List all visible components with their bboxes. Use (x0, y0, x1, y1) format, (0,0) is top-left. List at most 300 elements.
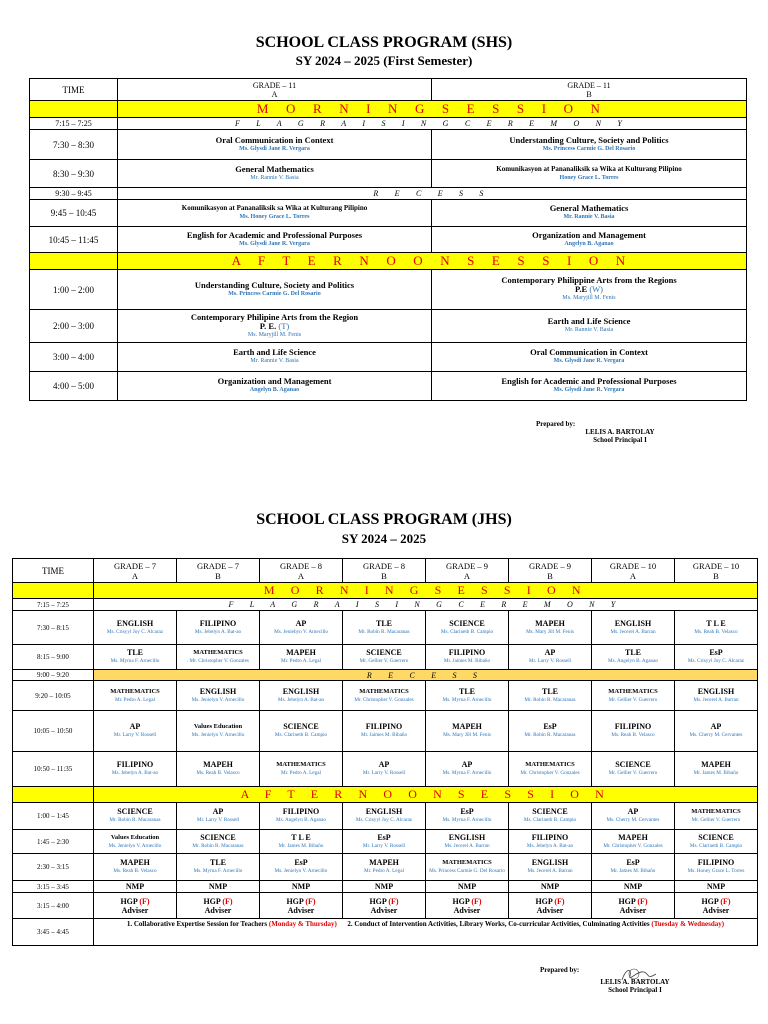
teacher-label: Ms. Glysdi Jane R. Vergara (553, 358, 625, 364)
subject-label: FILIPINO (199, 618, 237, 628)
jhs-flag-ceremony: F L A G R A I S I N G C E R E M O N Y (94, 599, 758, 611)
subject-label: MATHEMATICS (276, 761, 326, 768)
subject-label: T L E (291, 832, 311, 842)
teacher-label: Mr. Christopher V. Gonzales (520, 770, 580, 776)
shs-prepared-by: Prepared by: (536, 420, 576, 428)
teacher-label: Mr. Larry V. Rossell (362, 842, 406, 849)
shs-afternoon-session-banner: A F T E R N O O N S E S S I O N (118, 253, 747, 270)
nmp-cell: NMP (260, 881, 343, 893)
adviser-label: Adviser (702, 905, 730, 915)
subject-label: ENGLISH (116, 618, 154, 628)
grade-column-header (592, 559, 675, 583)
class-cell (426, 645, 509, 670)
grade-column-header (509, 559, 592, 583)
subject-label: ENGLISH (531, 858, 569, 867)
class-cell (94, 854, 177, 881)
grade-label: GRADE – 9 (445, 560, 489, 571)
class-cell (177, 803, 260, 830)
subject-label: EsP (709, 648, 723, 657)
subject-label: MAPEH (203, 760, 233, 769)
section-label: B (215, 570, 221, 581)
class-cell-a (118, 343, 432, 372)
class-cell (177, 681, 260, 711)
jhs-subtitle: SY 2024 – 2025 (341, 531, 427, 546)
subject-label: MATHEMATICS (608, 687, 658, 695)
hgp-day: (F) (388, 896, 399, 906)
class-cell (592, 611, 675, 645)
jhs-schedule-row (13, 611, 758, 645)
teacher-label: Ms. Honey Grace L. Torres (687, 868, 745, 874)
jhs-flag-time: 7:15 – 7:25 (13, 599, 94, 611)
subject-label: Contemporary Philippine Arts from the Regions (501, 275, 677, 285)
teacher-label: Ms. Crisyyl Joy C. Alcaraz (106, 628, 164, 635)
teacher-label: Mr. Robin R. Macaranas (109, 817, 161, 823)
jhs-last-row (13, 919, 758, 946)
hgp-line (677, 897, 755, 906)
teacher-label: Ms. Princess Carmie G. Del Rosario (429, 868, 505, 874)
subject-label: SCIENCE (615, 760, 651, 769)
adviser-label: Adviser (619, 905, 647, 915)
shs-title: SCHOOL CLASS PROGRAM (SHS) (255, 34, 513, 51)
time-cell: 3:00 – 4:00 (30, 343, 118, 372)
class-cell (509, 611, 592, 645)
class-cell (343, 645, 426, 670)
class-cell (592, 681, 675, 711)
pe-day: (W) (589, 284, 604, 294)
grade-label: GRADE – 9 (528, 560, 572, 571)
time-cell: 4:00 – 5:00 (30, 372, 118, 401)
hgp-day: (F) (305, 896, 316, 906)
class-cell-b (432, 270, 747, 310)
class-cell (509, 645, 592, 670)
subject-label: Contemporary Philipine Arts from the Region (190, 311, 359, 322)
adviser-label: Adviser (121, 905, 149, 915)
class-cell-a (118, 130, 432, 160)
class-cell (177, 752, 260, 787)
shs-schedule-table (29, 78, 747, 401)
shs-header-row (30, 79, 747, 101)
hgp-label: HGP (701, 896, 719, 906)
grade-label: GRADE – 8 (279, 560, 323, 571)
class-cell (260, 854, 343, 881)
subject-label: AP (378, 760, 390, 769)
teacher-label: Mr. James M. Bibaño (693, 770, 739, 776)
last-time: 3:45 – 4:45 (13, 919, 94, 946)
hgp-line (345, 897, 423, 906)
subject-label: T L E (706, 618, 726, 628)
subject-label: MAPEH (120, 858, 150, 867)
teacher-label: Ms. Reah B. Velasco (113, 868, 157, 874)
teacher-label: Ms. Clarineth B. Campio (523, 817, 577, 823)
jhs-schedule-table (12, 558, 758, 946)
class-cell (177, 711, 260, 752)
time-cell: 9:45 – 10:45 (30, 200, 118, 227)
section-label: B (713, 570, 719, 581)
class-cell (675, 711, 758, 752)
shs-schedule-row (30, 372, 747, 401)
pe-text: P.E (574, 284, 588, 294)
teacher-label: Mr. Gellier V. Guerrero (359, 658, 409, 664)
class-cell (177, 645, 260, 670)
class-cell (177, 830, 260, 854)
class-cell (94, 803, 177, 830)
subject-label: Understanding Culture, Society and Politics (509, 134, 669, 145)
class-cell-a (118, 270, 432, 310)
shs-morning-blank (30, 101, 118, 118)
section-label: A (629, 570, 637, 581)
subject-label: SCIENCE (117, 807, 153, 816)
teacher-label: Ms. Clarineth B. Campio (274, 732, 328, 738)
time-cell: 1:00 – 2:00 (30, 270, 118, 310)
subject-label: TLE (375, 618, 392, 628)
subject-label: FILIPINO (282, 807, 320, 816)
teacher-label: Ms. Jenielyn V. Arnecillo (274, 868, 328, 874)
nmp-cell: NMP (177, 881, 260, 893)
class-cell (260, 711, 343, 752)
teacher-label: Ms. Maryjill M. Fenis (247, 331, 302, 338)
subject-label: MAPEH (369, 858, 399, 867)
teacher-label: Ms. Myrna F. Arnecillo (193, 868, 243, 874)
hgp-cell (177, 893, 260, 919)
teacher-label: Ms. Reah B. Velasco (196, 770, 240, 776)
jhs-morning-blank (13, 583, 94, 599)
teacher-label: Mr. Robin R. Macaranas (524, 732, 576, 738)
hgp-cell (675, 893, 758, 919)
jhs-afternoon-session-banner: A F T E R N O O N S E S S I O N (94, 787, 758, 803)
class-cell (592, 830, 675, 854)
teacher-label: Ms. Mary Jill M. Fenis (526, 628, 574, 635)
teacher-label: Mr. Larry V. Rossell (196, 817, 240, 823)
subject-label: SCIENCE (283, 722, 319, 731)
jhs-header-row (13, 559, 758, 583)
jhs-schedule-row (13, 752, 758, 787)
section-label: A (271, 89, 278, 99)
section-label: A (131, 570, 139, 581)
teacher-label: Mr. Gellier V. Guerrero (608, 696, 658, 703)
class-cell-a (118, 160, 432, 188)
class-cell-b (432, 200, 747, 227)
subject-label: FILIPINO (116, 760, 154, 769)
class-cell (94, 681, 177, 711)
teacher-label: Ms. Princess Carmie G. Del Rosario (228, 290, 321, 297)
section-label: B (586, 89, 592, 99)
subject-label: SCIENCE (532, 807, 568, 816)
teacher-label: Ms. Jecerel A. Barran (610, 628, 656, 635)
class-cell-b (432, 130, 747, 160)
time-cell: 2:00 – 3:00 (30, 310, 118, 343)
hgp-line (179, 897, 257, 906)
subject-label: TLE (126, 648, 143, 657)
hgp-label: HGP (203, 896, 221, 906)
nmp-time: 3:15 – 3:45 (13, 881, 94, 893)
teacher-label: Mr. Robin R. Macaranas (358, 628, 410, 635)
subject-label: EsP (543, 722, 557, 731)
subject-label: FILIPINO (614, 722, 652, 731)
class-cell (260, 803, 343, 830)
adviser-label: Adviser (370, 905, 398, 915)
hgp-line (511, 897, 589, 906)
teacher-label: Ms. Crisyyl Joy C. Alcaraz (687, 658, 745, 664)
teacher-label: Ms. Princess Carmie G. Del Rosario (542, 145, 636, 152)
teacher-label: Mr. Larry V. Rossell (113, 732, 157, 738)
teacher-label: Ms. Myrna F. Arnecillo (442, 817, 492, 823)
class-cell-a (118, 310, 432, 343)
teacher-label: Ms. Jebelyn A. Bat-ao (194, 628, 242, 635)
shs-schedule-row (30, 343, 747, 372)
shs-schedule-row (30, 160, 747, 188)
jhs-afternoon-blank (13, 787, 94, 803)
subject-label: Komunikasyon at Pananaliksik sa Wika at Kulturang Pilipino (181, 204, 368, 212)
subject-label: ENGLISH (282, 686, 320, 696)
teacher-label: Ms. Jenielyn V. Arnecillo (108, 842, 162, 849)
class-cell-b (432, 227, 747, 253)
class-cell (509, 711, 592, 752)
class-cell (426, 681, 509, 711)
subject-label: EsP (460, 807, 474, 816)
teacher-label: Ms. Cherry M. Cervantes (606, 817, 660, 823)
time-cell: 8:15 – 9:00 (13, 645, 94, 670)
subject-label: Organization and Management (532, 229, 646, 240)
teacher-label: Mr. James M. Bibaño (278, 842, 324, 849)
grade-column-header (177, 559, 260, 583)
subject-label: EsP (626, 858, 640, 867)
hgp-label: HGP (369, 896, 387, 906)
principal-title: School Principal I (608, 986, 662, 994)
grade-label: GRADE – 7 (113, 560, 157, 571)
teacher-label: Ms. Jebelyn A. Bat-ao (111, 770, 159, 776)
subject-label: TLE (209, 858, 226, 867)
teacher-label: Mr. Rannie V. Basia (250, 174, 299, 181)
teacher-label: Angelyn B. Aganao (249, 387, 300, 393)
subject-label: General Mathematics (549, 203, 629, 213)
subject-label: FILIPINO (531, 832, 569, 842)
class-cell (343, 681, 426, 711)
class-cell-b (432, 160, 747, 188)
subject-label: ENGLISH (199, 686, 237, 696)
hgp-cell (94, 893, 177, 919)
shs-signatory (560, 428, 680, 444)
pe-label (120, 322, 429, 331)
class-cell (675, 752, 758, 787)
jhs-morning-session-banner: M O R N I N G S E S S I O N (94, 583, 758, 599)
nmp-cell: NMP (343, 881, 426, 893)
subject-label: EsP (377, 832, 391, 842)
nmp-cell: NMP (592, 881, 675, 893)
subject-label: Values Education (193, 723, 243, 730)
hgp-day: (F) (554, 896, 565, 906)
hgp-cell (343, 893, 426, 919)
grade-column-header (426, 559, 509, 583)
shs-subtitle: SY 2024 – 2025 (First Semester) (295, 53, 473, 68)
shs-schedule-row (30, 130, 747, 160)
class-cell (260, 752, 343, 787)
hgp-cell (509, 893, 592, 919)
hgp-line (96, 897, 174, 906)
class-cell (509, 854, 592, 881)
teacher-label: Mr. Rannie V. Basia (564, 327, 614, 333)
subject-label: Oral Communication in Context (215, 134, 334, 145)
teacher-label: Mr. Robin R. Macaranas (192, 842, 244, 849)
class-cell (94, 645, 177, 670)
shs-flag-ceremony: F L A G R A I S I N G C E R E M O N Y (118, 118, 747, 130)
teacher-label: . Mr. Christopher V. Gonzales (187, 658, 249, 664)
subject-label: AP (627, 807, 639, 816)
subject-label: FILIPINO (448, 648, 486, 657)
shs-schedule-row (30, 270, 747, 310)
class-cell (592, 803, 675, 830)
class-cell (509, 752, 592, 787)
jhs-recess-label: R E C E S S (94, 670, 758, 681)
class-cell (509, 830, 592, 854)
hgp-line (428, 897, 506, 906)
shs-recess-label: R E C E S S (118, 188, 747, 200)
hgp-day: (F) (720, 896, 731, 906)
class-cell (675, 854, 758, 881)
subject-label: English for Academic and Professional Purposes (501, 376, 677, 386)
teacher-label: Ms. Jebelyn A. Bat-ao (526, 842, 574, 849)
subject-label: MATHEMATICS (110, 687, 160, 695)
subject-label: SCIENCE (200, 832, 236, 842)
hgp-cell (592, 893, 675, 919)
hgp-day: (F) (471, 896, 482, 906)
shs-schedule-row (30, 200, 747, 227)
shs-col-a-header (118, 79, 432, 101)
class-cell (675, 803, 758, 830)
hgp-cell (260, 893, 343, 919)
class-cell (509, 681, 592, 711)
jhs-nmp-row (13, 881, 758, 893)
class-cell (343, 711, 426, 752)
class-cell (343, 752, 426, 787)
grade-label: GRADE – 7 (196, 560, 240, 571)
time-cell: 10:50 – 11:35 (13, 752, 94, 787)
class-cell-b (432, 310, 747, 343)
hgp-label: HGP (120, 896, 138, 906)
class-cell (343, 854, 426, 881)
class-cell (675, 681, 758, 711)
time-cell: 7:30 – 8:15 (13, 611, 94, 645)
class-cell (177, 854, 260, 881)
shs-col-b-header (432, 79, 747, 101)
pe-day: (T) (278, 320, 290, 331)
class-cell (592, 752, 675, 787)
adviser-label: Adviser (453, 905, 481, 915)
subject-label: MAPEH (286, 648, 316, 657)
class-cell (426, 611, 509, 645)
subject-label: Komunikasyon at Pananaliksik sa Wika at Kulturang Pilipino (496, 164, 682, 173)
subject-label: MATHEMATICS (691, 808, 741, 815)
teacher-label: Ms. Jeniebyn V. Arnecillo (274, 628, 328, 635)
note-collaborative (127, 920, 337, 928)
class-cell (426, 803, 509, 830)
subject-label: ENGLISH (448, 832, 486, 842)
teacher-label: Ms. Jebelyn A. Bat-ao (277, 696, 325, 703)
jhs-schedule-row (13, 803, 758, 830)
grade-column-header (675, 559, 758, 583)
subject-label: Organization and Management (217, 376, 332, 386)
hgp-label: HGP (452, 896, 470, 906)
time-cell: 9:20 – 10:05 (13, 681, 94, 711)
subject-label: TLE (624, 648, 641, 657)
teacher-label: Ms. Maryjill M. Fenis (562, 295, 616, 301)
class-cell (426, 711, 509, 752)
class-cell (260, 681, 343, 711)
section-label: A (463, 570, 471, 581)
note-days: (Monday & Thursday) (268, 920, 337, 928)
jhs-hgp-row (13, 893, 758, 919)
subject-label: FILIPINO (365, 722, 403, 731)
teacher-label: Ms. Myrna F. Arnecillo (110, 658, 160, 664)
grade-label: GRADE – 10 (692, 560, 740, 571)
subject-label: EsP (294, 858, 308, 867)
teacher-label: Mr. Pedro A. Legal (115, 696, 155, 703)
teacher-label: Ms. Jenielyn V. Arnecillo (191, 732, 245, 738)
section-label: B (547, 570, 553, 581)
class-cell-a (118, 200, 432, 227)
subject-label: SCIENCE (366, 648, 402, 657)
class-cell (426, 752, 509, 787)
time-cell: 7:30 – 8:30 (30, 130, 118, 160)
teacher-label: Mr. Gellier V. Guerrero (608, 770, 658, 776)
teacher-label: Mr. Pedro A. Legal (364, 868, 404, 874)
teacher-label: Mr. Jaimes M. Bibaño (443, 658, 491, 664)
grade-column-header (260, 559, 343, 583)
section-label: B (381, 570, 387, 581)
teacher-label: Mr. James M. Bibaño (610, 868, 656, 874)
class-cell (94, 611, 177, 645)
teacher-label: Ms. Glysdi Jane R. Vergara (239, 240, 310, 247)
subject-label: English for Academic and Professional Purposes (186, 229, 363, 240)
subject-label: AP (710, 722, 722, 731)
adviser-label: Adviser (287, 905, 315, 915)
subject-label: MAPEH (701, 760, 731, 769)
teacher-label: Ms. Reah B. Velasco (694, 628, 738, 635)
nmp-cell: NMP (94, 881, 177, 893)
subject-label: AP (295, 618, 307, 628)
class-cell (343, 830, 426, 854)
jhs-activity-notes (94, 919, 758, 946)
hgp-day: (F) (139, 896, 150, 906)
subject-label: FILIPINO (697, 858, 735, 867)
shs-recess-time: 9:30 – 9:45 (30, 188, 118, 200)
teacher-label: Ms. Jecerel A. Barran (444, 842, 490, 849)
class-cell (675, 611, 758, 645)
subject-label: TLE (458, 686, 475, 696)
subject-label: SCIENCE (449, 618, 485, 628)
teacher-label: Ms. Mary Jill M. Fenis (443, 732, 491, 738)
hgp-label: HGP (618, 896, 636, 906)
principal-name: LELIS A. BARTOLAY (600, 978, 670, 986)
subject-label: ENGLISH (614, 618, 652, 628)
subject-label: ENGLISH (697, 686, 735, 696)
jhs-schedule-row (13, 711, 758, 752)
hgp-line (594, 897, 672, 906)
class-cell (94, 830, 177, 854)
jhs-schedule-row (13, 645, 758, 670)
time-cell: 10:45 – 11:45 (30, 227, 118, 253)
class-cell (509, 803, 592, 830)
class-cell (592, 854, 675, 881)
subject-label: Oral Communication in Context (530, 347, 648, 357)
teacher-label: Mr. Jaimes M. Bibaño (360, 732, 408, 738)
shs-schedule-row (30, 310, 747, 343)
teacher-label: Ms. Reah B. Velasco (611, 732, 655, 738)
nmp-cell: NMP (675, 881, 758, 893)
principal-title: School Principal I (593, 436, 647, 444)
grade-column-header (343, 559, 426, 583)
time-cell: 8:30 – 9:30 (30, 160, 118, 188)
jhs-signatory (580, 978, 690, 994)
